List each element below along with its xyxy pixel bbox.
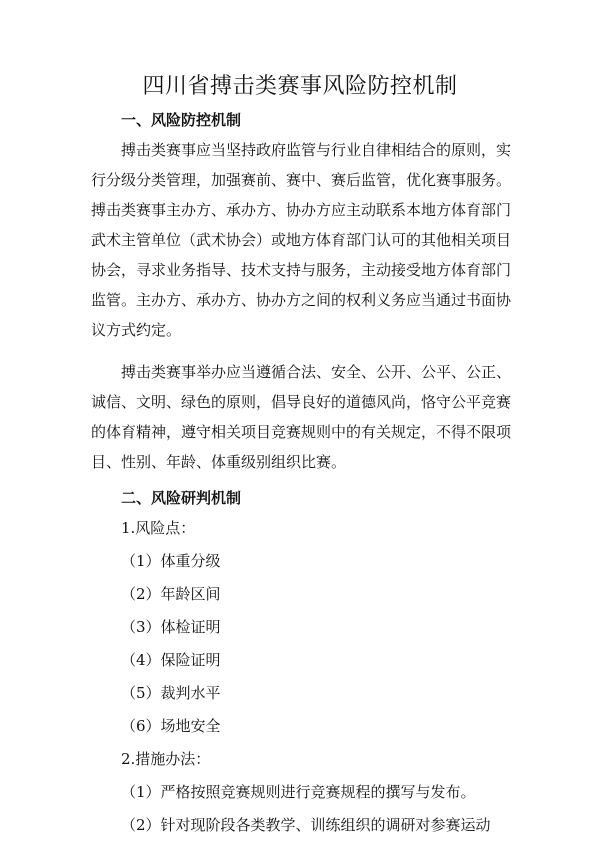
risk-point-item: （4）保险证明 <box>121 651 221 669</box>
risk-point-item: （1）体重分级 <box>121 552 221 570</box>
section-heading-risk-assessment: 二、风险研判机制 <box>121 489 242 507</box>
measure-item: （1）严格按照竞赛规则进行竞赛规程的撰写与发布。 <box>121 783 476 801</box>
document-title: 四川省搏击类赛事风险防控机制 <box>142 74 458 99</box>
risk-point-item: （2）年龄区间 <box>121 585 221 603</box>
measures-label: 2.措施办法： <box>121 750 211 768</box>
document-body <box>91 105 511 840</box>
risk-point-item: （6）场地安全 <box>121 717 221 735</box>
measure-item: （2）针对现阶段各类教学、训练组织的调研对参赛运动 <box>121 816 491 834</box>
section-heading-risk-control: 一、风险防控机制 <box>121 111 242 129</box>
paragraph-principles: 搏击类赛事举办应当遵循合法、安全、公开、公平、公正、诚信、文明、绿色的原则，倡导良好的道德风尚，恪守公平竞赛的体育精神，遵守相关项目竞赛规则中的有关规定，不得不限项目、性别、年龄、体重级别组织比赛。 <box>91 363 512 471</box>
risk-points-label: 1.风险点： <box>121 519 196 537</box>
risk-point-item: （3）体检证明 <box>121 618 221 636</box>
risk-point-item: （5）裁判水平 <box>121 684 221 702</box>
paragraph-supervision: 搏击类赛事应当坚持政府监管与行业自律相结合的原则，实行分级分类管理，加强赛前、赛中、赛后监管，优化赛事服务。搏击类赛事主办方、承办方、协办方应主动联系本地方体育部门武术主管单位（武术协会）或地方体育部门认可的其他相关项目协会，寻求业务指导、技术支持与服务，主动接受地方体育部门监管。主办方、承办方、协办方之间的权利义务应当通过书面协议方式约定。 <box>91 141 512 339</box>
